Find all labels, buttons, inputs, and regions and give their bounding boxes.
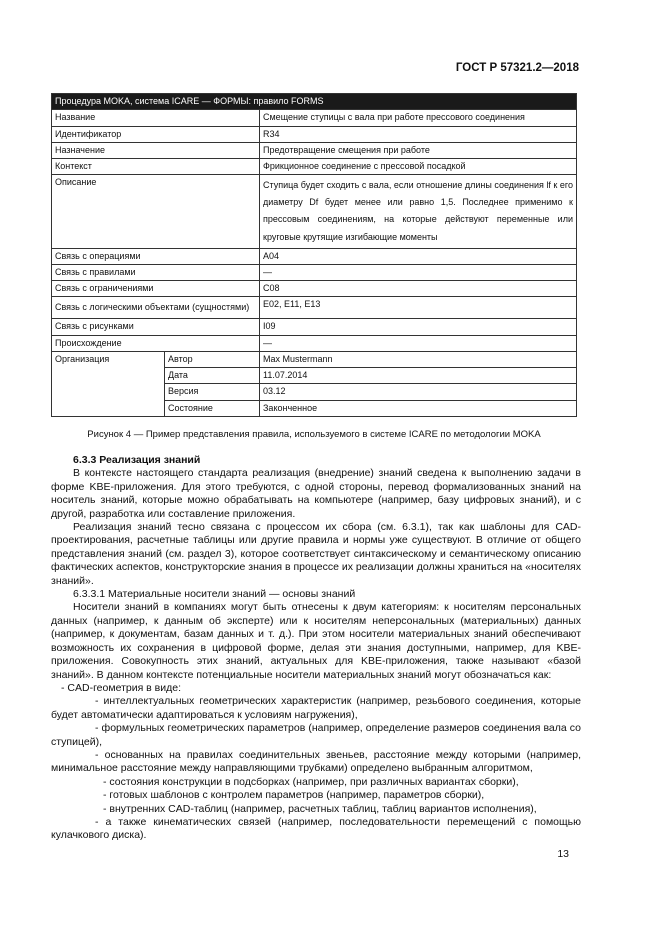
row-label: Связь с операциями: [52, 248, 260, 264]
row-label: Название: [52, 110, 260, 126]
document-header: ГОСТ Р 57321.2—2018: [455, 62, 579, 74]
row-label: Описание: [52, 175, 260, 248]
row-label: Контекст: [52, 159, 260, 175]
row-value: Предотвращение смещения при работе: [260, 142, 577, 158]
table-row: [52, 281, 577, 297]
org-value: 11.07.2014: [260, 368, 577, 384]
row-value: —: [260, 264, 577, 280]
row-value: I09: [260, 319, 577, 335]
table-title-row: [52, 94, 577, 110]
list-item: - а также кинематических связей (например, последовательности перемещений с помощью кулачкового диска).: [51, 815, 581, 842]
row-label: Связь с логическими объектами (сущностями): [52, 297, 260, 319]
org-key: Дата: [165, 368, 260, 384]
paragraph: В контексте настоящего стандарта реализация (внедрение) знаний сведена к выполнению задачи в форме KBE-приложения. Для этого требуются, с одной стороны, перевод формализованных знаний на носитель знаний, которые можно обрабатывать на компьютере (например, базу цифровых знаний), и с другой, разработка или составление приложения.: [51, 467, 581, 520]
table-title: Процедура MOKA, система ICARE — ФОРМЫ: правило FORMS: [52, 94, 577, 110]
org-value: Max Mustermann: [260, 351, 577, 367]
row-value: —: [260, 335, 577, 351]
row-value: A04: [260, 248, 577, 264]
moka-rule-table: [51, 93, 577, 417]
organization-label: Организация: [52, 351, 165, 416]
list-item: - внутренних CAD-таблиц (например, расчетных таблиц, таблиц вариантов исполнения),: [103, 802, 537, 815]
row-value-description: Ступица будет сходить с вала, если отношение длины соединения lf к его диаметру Df будет менее или равно 1,5. Последнее применимо к прессовым соединениям, на которые действуют переменные или круговые крутящие изгибающие моменты: [260, 175, 577, 248]
row-label: Связь с правилами: [52, 264, 260, 280]
org-key: Автор: [165, 351, 260, 367]
org-key: Состояние: [165, 400, 260, 416]
row-label: Назначение: [52, 142, 260, 158]
org-value: 03.12: [260, 384, 577, 400]
row-label: Идентификатор: [52, 126, 260, 142]
list-item: - основанных на правилах соединительных звеньев, расстояние между которыми (например, минимальное расстояние между направляющими трубками) определено выбранным алгоритмом,: [51, 748, 581, 775]
list-item: - готовых шаблонов с контролем параметров (например, параметров сборки),: [103, 789, 485, 802]
list-item: - интеллектуальных геометрических характеристик (например, резьбового соединения, которые будет автоматически адаптироваться к условиям нагружения),: [51, 695, 581, 721]
row-value: Смещение ступицы с вала при работе прессового соединения: [260, 110, 577, 126]
table-row: [52, 264, 577, 280]
table-row: [52, 159, 577, 175]
page-number: 13: [557, 848, 569, 860]
table-row: [52, 110, 577, 126]
table-row: [52, 126, 577, 142]
paragraph: Носители знаний в компаниях могут быть отнесены к двум категориям: к носителям персональных данных (например, к данным об эксперте) или к носителям неперсональных (материальных) данных (например, к документам, базам данных и т. д.). При этом носители материальных знаний обеспечивают возможность их сохранения в цифровой форме, делая эти знания доступными, например, для KBE-приложения. Совокупность этих знаний, актуальных для KBE-приложения, также называют «базой знаний». В данном контексте потенциальные носители материальных знаний могут обозначаться как:: [51, 601, 581, 681]
table-row: [52, 297, 577, 319]
table-row: [52, 335, 577, 351]
row-label: Происхождение: [52, 335, 260, 351]
subsection-heading: 6.3.3.1 Материальные носители знаний — основы знаний: [73, 588, 356, 601]
list-heading: - CAD-геометрия в виде:: [61, 681, 182, 694]
row-value: R34: [260, 126, 577, 142]
row-label: Связь с рисунками: [52, 319, 260, 335]
list-item: - состояния конструкции в подсборках (например, при различных вариантах сборки),: [103, 775, 519, 788]
table-row: [52, 319, 577, 335]
row-value: Фрикционное соединение с прессовой посадкой: [260, 159, 577, 175]
table-row: [52, 175, 577, 248]
org-key: Версия: [165, 384, 260, 400]
row-value: E02, E11, E13: [260, 297, 577, 319]
table-row: [52, 351, 577, 367]
table-row: [52, 142, 577, 158]
org-value: Законченное: [260, 400, 577, 416]
row-label: Связь с ограничениями: [52, 281, 260, 297]
row-value: C08: [260, 281, 577, 297]
section-body: [51, 454, 581, 843]
list-item: - формульных геометрических параметров (например, определение размеров соединения вала со ступицей),: [51, 722, 581, 748]
section-heading: 6.3.3 Реализация знаний: [73, 454, 201, 466]
paragraph: Реализация знаний тесно связана с процессом их сбора (см. 6.3.1), так как шаблоны для CAD-проектирования, расчетные таблицы или другие правила и нормы уже существуют. В отличие от общего представления знаний (см. раздел 3), которое соответствует синтаксическому и семантическому описанию фактических аспектов, конструкторские знания в процессе их реализации должны храниться на «носителях знаний».: [51, 521, 581, 587]
figure-caption: Рисунок 4 — Пример представления правила, используемого в системе ICARE по методологии MOKA: [87, 429, 541, 440]
table-row: [52, 248, 577, 264]
